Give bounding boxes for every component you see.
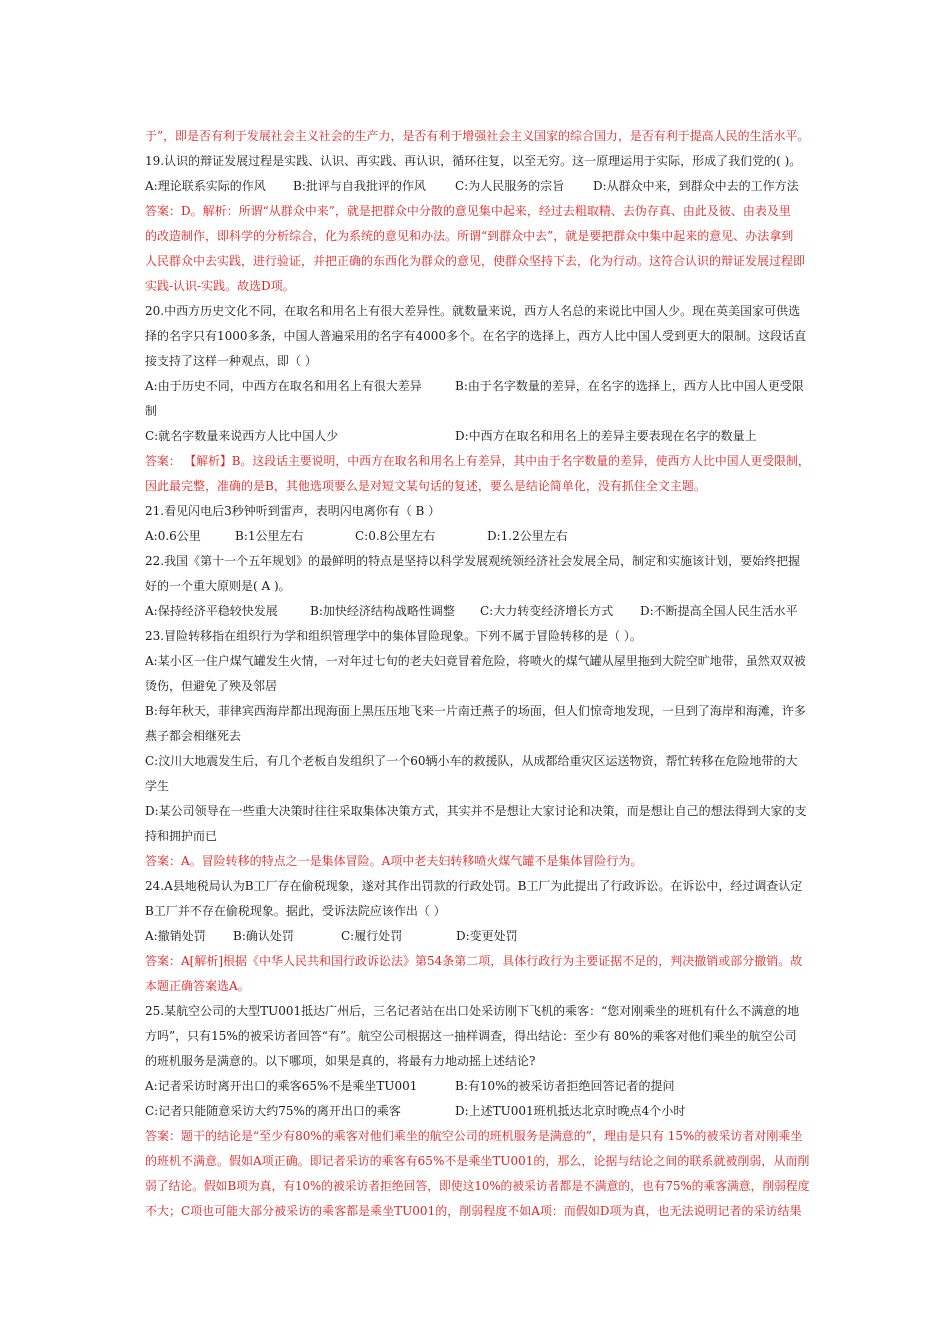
question-line: A:某小区一住户煤气罐发生火情，一对年过七旬的老夫妇竟冒着危险，将喷火的煤气罐从屋里拖到大院空旷地带，虽然双双被 xyxy=(145,654,806,668)
question-line: 20.中西方历史文化不同，在取名和用名上有很大差异性。就数量来说，西方人名总的来说比中国人少。现在英美国家可供选 xyxy=(145,304,801,318)
option-item: D:1.2公里左右 xyxy=(487,529,568,543)
answer-line: 本题正确答案选A。 xyxy=(145,979,250,993)
option-item: A:理论联系实际的作风 xyxy=(145,179,266,193)
question-line: 学生 xyxy=(145,779,170,793)
answer-line: 答案：题干的结论是“至少有80%的乘客对他们乘坐的航空公司的班机服务是满意的”，理由是只有 15%的被采访者对刚乘坐 xyxy=(145,1129,803,1143)
option-item: B:加快经济结构战略性调整 xyxy=(310,604,455,618)
question-line: 接支持了这样一种观点，即（ ） xyxy=(145,354,317,368)
options-row xyxy=(145,524,810,549)
question-line: 方吗”，只有15%的被采访者回答“有”。航空公司根据这一抽样调查，得出结论：至少有 80%的乘客对他们乘坐的航空公司 xyxy=(145,1029,797,1043)
option-item: A:保持经济平稳较快发展 xyxy=(145,604,278,618)
question-line: 的班机服务是满意的。以下哪项，如果是真的，将最有力地动摇上述结论? xyxy=(145,1054,536,1068)
options-row xyxy=(145,1099,810,1124)
question-line: B工厂并不存在偷税现象。据此，受诉法院应该作出（ ） xyxy=(145,904,446,918)
question-line: 25.某航空公司的大型TU001抵达广州后，三名记者站在出口处采访刚下飞机的乘客：“您对刚乘坐的班机有什么不满意的地 xyxy=(145,1004,800,1018)
option-item: B:有10%的被采访者拒绝回答记者的提问 xyxy=(455,1079,675,1093)
options-row xyxy=(145,174,810,199)
answer-line: 的班机不满意。假如A项正确。即记者采访的乘客有65%不是乘坐TU001的，那么，论据与结论之间的联系就被削弱，从而削 xyxy=(145,1154,810,1168)
answer-line: 答案： 【解析】B。这段话主要说明，中西方在取名和用名上有差异，其中由于名字数量的差异，使西方人比中国人更受限制， xyxy=(145,454,810,468)
answer-line: 弱了结论。假如B项为真，有10%的被采访者拒绝回答，即使这10%的被采访者都是不满意的，也有75%的乘客满意，削弱程度 xyxy=(145,1179,810,1193)
question-line: C:汶川大地震发生后，有几个老板自发组织了一个60辆小车的救援队，从成都给重灾区运送物资，帮忙转移在危险地带的大 xyxy=(145,754,798,768)
question-line: 燕子都会相继死去 xyxy=(145,729,242,743)
options-row xyxy=(145,1074,810,1099)
question-line: 23.冒险转移指在组织行为学和组织管理学中的集体冒险现象。下列不属于冒险转移的是（ ）。 xyxy=(145,629,642,643)
option-item: D:中西方在取名和用名上的差异主要表现在名字的数量上 xyxy=(455,429,757,443)
question-line: 制 xyxy=(145,404,158,418)
option-item: D:变更处罚 xyxy=(456,929,518,943)
option-item: C:为人民服务的宗旨 xyxy=(455,179,565,193)
question-line: D:某公司领导在一些重大决策时往往采取集体决策方式，其实并不是想让大家讨论和决策，而是想让自己的想法得到大家的支 xyxy=(145,804,807,818)
option-item: A:撤销处罚 xyxy=(145,929,206,943)
answer-line: 实践-认识-实践。故选D项。 xyxy=(145,279,295,293)
option-item: D:不断提高全国人民生活水平 xyxy=(640,604,798,618)
option-item: C:记者只能随意采访大约75%的离开出口的乘客 xyxy=(145,1104,401,1118)
option-item: B:由于名字数量的差异，在名字的选择上，西方人比中国人更受限 xyxy=(455,379,804,393)
question-line: 19.认识的辩证发展过程是实践、认识、再实践、再认识，循环往复，以至无穷。这一原理运用于实际，形成了我们党的( )。 xyxy=(145,154,802,168)
document-body xyxy=(145,124,810,1224)
options-row xyxy=(145,924,810,949)
option-item: C:就名字数量来说西方人比中国人少 xyxy=(145,429,339,443)
option-item: A:记者采访时离开出口的乘客65%不是乘坐TU001 xyxy=(145,1079,418,1093)
options-row xyxy=(145,424,810,449)
question-line: B:每年秋天，菲律宾西海岸都出现海面上黑压压地飞来一片南迁燕子的场面，但人们惊奇地发现，一旦到了海岸和海滩，许多 xyxy=(145,704,806,718)
question-line: 好的一个重大原则是( A )。 xyxy=(145,579,291,593)
answer-line: 不大；C项也可能大部分被采访的乘客都是乘坐TU001的，削弱程度不如A项：而假如D项为真，也无法说明记者的采访结果 xyxy=(145,1204,802,1218)
answer-line: 人民群众中去实践，进行验证，并把正确的东西化为群众的意见，使群众坚持下去，化为行动。这符合认识的辩证发展过程即 xyxy=(145,254,806,268)
answer-line: 答案：A[解析]根据《中华人民共和国行政诉讼法》第54条第二项，具体行政行为主要证据不足的，判决撤销或部分撤销。故 xyxy=(145,954,803,968)
option-item: D:上述TU001班机抵达北京时晚点4个小时 xyxy=(455,1104,686,1118)
option-item: C:履行处罚 xyxy=(341,929,403,943)
question-line: 24.A县地税局认为B工厂存在偷税现象，遂对其作出罚款的行政处罚。B工厂为此提出了行政诉讼。在诉讼中，经过调查认定 xyxy=(145,879,803,893)
answer-line: 的改造制作，即科学的分析综合，化为系统的意见和办法。所谓“到群众中去”，就是要把群众中集中起来的意见、办法拿到 xyxy=(145,229,794,243)
option-item: B:1公里左右 xyxy=(235,529,304,543)
answer-line: 答案：D。解析：所谓“从群众中来”，就是把群众中分散的意见集中起来，经过去粗取精、去伪存真、由此及彼、由表及里 xyxy=(145,204,791,218)
option-item: B:确认处罚 xyxy=(233,929,294,943)
question-line: 择的名字只有1000多条，中国人普遍采用的名字有4000多个。在名字的选择上，西方人比中国人受到更大的限制。这段话直 xyxy=(145,329,807,343)
option-item: C:大力转变经济增长方式 xyxy=(480,604,614,618)
question-line: 21.看见闪电后3秒钟听到雷声，表明闪电离你有（ B ） xyxy=(145,504,441,518)
option-item: D:从群众中来，到群众中去的工作方法 xyxy=(593,179,799,193)
question-line: 持和拥护而已 xyxy=(145,829,218,843)
question-line: 烫伤，但避免了殃及邻居 xyxy=(145,679,278,693)
option-item: A:0.6公里 xyxy=(145,529,201,543)
options-row xyxy=(145,599,810,624)
options-row xyxy=(145,374,810,399)
answer-line: 于”，即是否有利于发展社会主义社会的生产力，是否有利于增强社会主义国家的综合国力，是否有利于提高人民的生活水平。 xyxy=(145,129,810,143)
question-line: 22.我国《第十一个五年规划》的最鲜明的特点是坚持以科学发展观统领经济社会发展全局，制定和实施该计划，要始终把握 xyxy=(145,554,801,568)
option-item: A:由于历史不同，中西方在取名和用名上有很大差异 xyxy=(145,379,422,393)
answer-line: 答案：A。冒险转移的特点之一是集体冒险。A项中老夫妇转移喷火煤气罐不是集体冒险行为。 xyxy=(145,854,643,868)
option-item: B:批评与自我批评的作风 xyxy=(293,179,426,193)
option-item: C:0.8公里左右 xyxy=(355,529,436,543)
answer-line: 因此最完整，准确的是B，其他选项要么是对短文某句话的复述，要么是结论简单化，没有抓住全文主题。 xyxy=(145,479,706,493)
